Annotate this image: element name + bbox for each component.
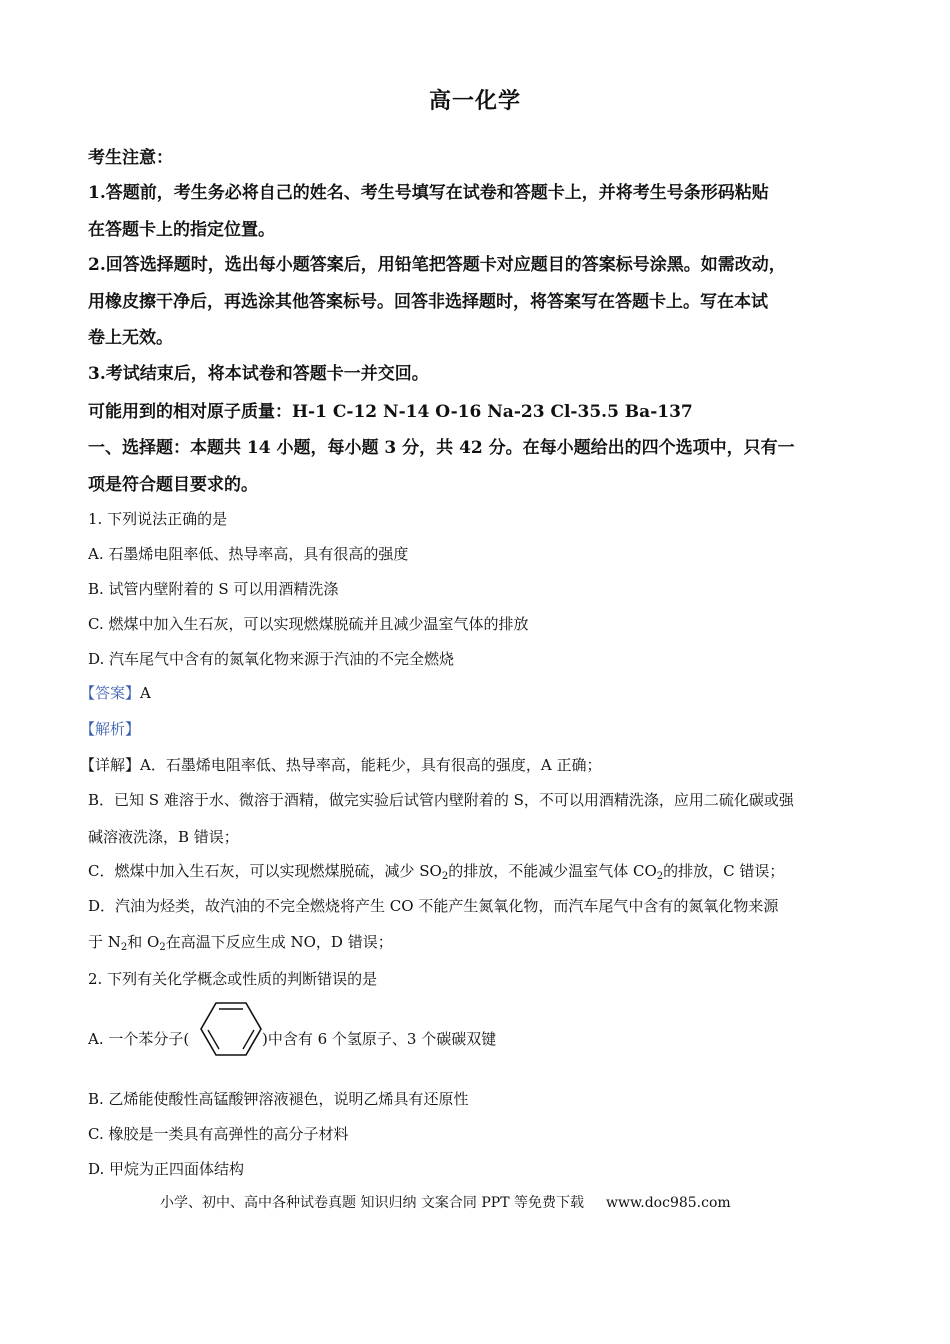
question-1-stem: 1. 下列说法正确的是: [88, 510, 228, 528]
page-title: 高一化学: [428, 88, 521, 114]
detail-d-sub-1: 2: [120, 942, 128, 953]
detail-c-sub-2: 2: [656, 871, 664, 882]
notice-item-3: 3.考试结束后，将本试卷和答题卡一并交回。: [88, 364, 429, 384]
detail-d-line-1: D．汽油为烃类，故汽油的不完全燃烧将产生 CO 不能产生氮氧化物，而汽车尾气中含有的氮氧化物来源: [88, 897, 779, 915]
section-1-line-1: 一、选择题：本题共 14 小题，每小题 3 分，共 42 分。在每小题给出的四个选项中，只有一: [88, 438, 795, 458]
section-1-line-2: 项是符合题目要求的。: [88, 475, 258, 495]
question-2-stem: 2. 下列有关化学概念或性质的判断错误的是: [88, 970, 378, 988]
benzene-structure-icon: [199, 1000, 263, 1058]
answer-value: A: [140, 684, 151, 702]
detail-b-line-1: B．已知 S 难溶于水、微溶于酒精，做完实验后试管内壁附着的 S，不可以用酒精洗涤，应用二硫化碳或强: [88, 791, 794, 809]
notice-item-1-line-2: 在答题卡上的指定位置。: [88, 220, 275, 240]
answer-tag: 【答案】: [80, 684, 141, 702]
atomic-masses: 可能用到的相对原子质量：H-1 C-12 N-14 O-16 Na-23 Cl-35.5 Ba-137: [88, 402, 693, 422]
question-1-option-d: D. 汽车尾气中含有的氮氧化物来源于汽油的不完全燃烧: [88, 650, 455, 668]
question-2-option-b: B. 乙烯能使酸性高锰酸钾溶液褪色，说明乙烯具有还原性: [88, 1090, 469, 1108]
question-2-option-c: C. 橡胶是一类具有高弹性的高分子材料: [88, 1125, 349, 1143]
detail-d-line-2: [88, 931, 393, 952]
notice-item-2-line-2: 用橡皮擦干净后，再选涂其他答案标号。回答非选择题时，将答案写在答题卡上。写在本试: [88, 292, 768, 312]
question-1-answer: [80, 682, 151, 703]
detail-d-part-2: 和 O: [127, 933, 160, 951]
footer-text: 小学、初中、高中各种试卷真题 知识归纳 文案合同 PPT 等免费下载: [160, 1195, 584, 1211]
detail-d-part-3: 在高温下反应生成 NO，D 错误；: [165, 933, 393, 951]
question-2-option-a-pre: A. 一个苯分子(: [88, 1030, 190, 1048]
detail-a-text: A．石墨烯电阻率低、热导率高，能耗少，具有很高的强度，A 正确；: [140, 756, 602, 774]
detail-c-part-3: 的排放，C 错误；: [663, 862, 785, 880]
detail-c: [88, 860, 784, 881]
detail-b-line-2: 碱溶液洗涤，B 错误；: [88, 828, 239, 846]
question-2-option-a-post: )中含有 6 个氢原子、3 个碳碳双键: [262, 1030, 497, 1048]
detail-c-part-1: C．燃煤中加入生石灰，可以实现燃煤脱硫，减少 SO: [88, 862, 442, 880]
detail-c-sub-1: 2: [441, 871, 449, 882]
question-2-option-d: D. 甲烷为正四面体结构: [88, 1160, 245, 1178]
notice-item-2-line-1: 2.回答选择题时，选出每小题答案后，用铅笔把答题卡对应题目的答案标号涂黑。如需改动，: [88, 255, 786, 275]
detail-tag: 【详解】: [80, 756, 141, 774]
page-footer: [160, 1192, 731, 1212]
notice-heading: 考生注意：: [88, 148, 173, 168]
detail-a: [80, 754, 601, 775]
question-1-option-b: B. 试管内壁附着的 S 可以用酒精洗涤: [88, 580, 339, 598]
detail-d-sub-2: 2: [159, 942, 166, 953]
detail-c-part-2: 的排放，不能减少温室气体 CO: [448, 862, 657, 880]
question-1-option-c: C. 燃煤中加入生石灰，可以实现燃煤脱硫并且减少温室气体的排放: [88, 615, 529, 633]
detail-d-part-1: 于 N: [88, 933, 121, 951]
notice-item-1-line-1: 1.答题前，考生务必将自己的姓名、考生号填写在试卷和答题卡上，并将考生号条形码粘贴: [88, 183, 769, 203]
question-1-option-a: A. 石墨烯电阻率低、热导率高，具有很高的强度: [88, 545, 409, 563]
footer-url: www.doc985.com: [605, 1195, 731, 1211]
notice-item-2-line-3: 卷上无效。: [88, 328, 173, 348]
analysis-tag: 【解析】: [80, 720, 141, 738]
